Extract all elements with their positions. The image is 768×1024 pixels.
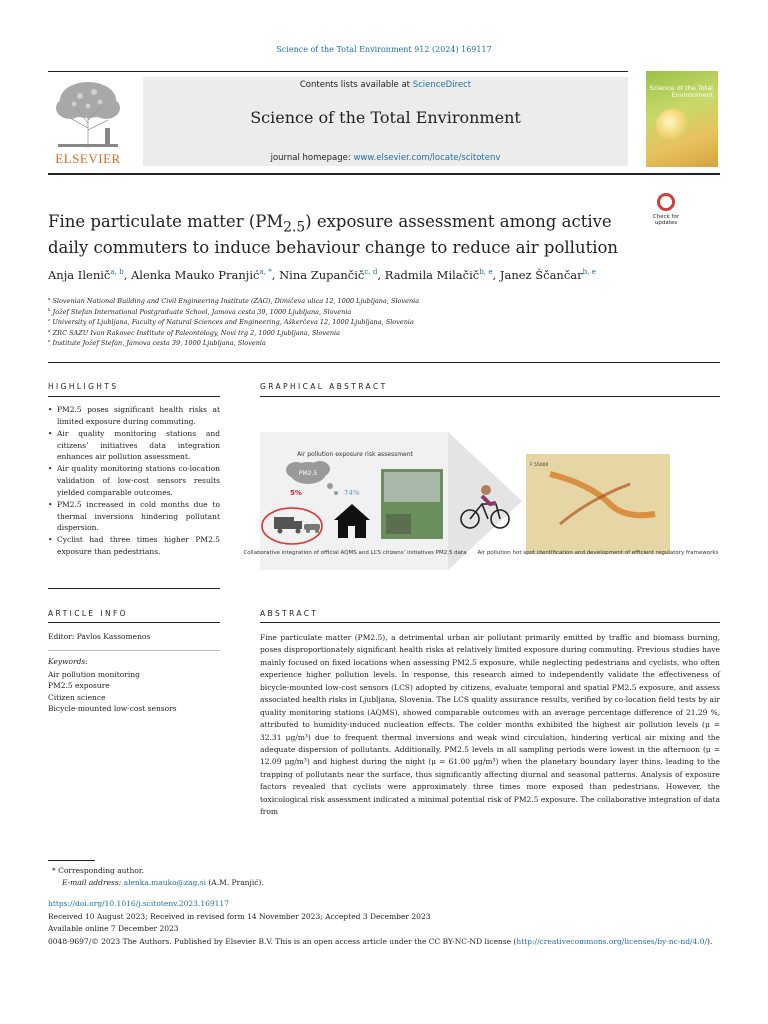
highlights-list <box>48 404 220 558</box>
ga-panel-title: Air pollution exposure risk assessment <box>297 451 413 458</box>
ga-photo-sky <box>384 472 440 502</box>
keyword[interactable]: PM2.5 exposure <box>48 681 110 691</box>
author[interactable]: Alenka Mauko Pranjić <box>131 267 260 282</box>
bullet-icon: • <box>48 405 53 414</box>
ga-map <box>526 454 670 554</box>
author-list: Anja Ilenič$^{a, b}$, Alenka Mauko Pranjić$^{a, *}$, Nina Zupančič$^{c, d}$, Radmila Milačič$^{b, e}$, Janez Ščančar$^{b, e}$ <box>48 267 596 282</box>
affiliation <box>48 328 720 339</box>
homepage-prefix: journal homepage: <box>270 153 354 163</box>
highlight-text: PM2.5 increased in cold months due to thermal inversions hindering pollutant dispersion. <box>57 499 220 533</box>
contents-prefix: Contents lists available at <box>299 80 413 90</box>
section-divider <box>48 362 720 363</box>
ga-caption-right: Air pollution hot spot identification and development of efficient regulatory frameworks <box>477 550 719 556</box>
homepage-line <box>143 153 628 163</box>
graphical-abstract-heading: GRAPHICAL ABSTRACT <box>260 382 388 391</box>
journal-reference-link[interactable]: Science of the Total Environment 912 (2024) 169117 <box>276 45 492 54</box>
affiliation-text: University of Ljubljana, Faculty of Natural Sciences and Engineering, Aškerčeva 12, 1000 Ljubljana, Slovenia <box>52 318 414 327</box>
affiliation <box>48 307 720 318</box>
license-end: ). <box>707 937 713 946</box>
article-info-heading: ARTICLE INFO <box>48 609 128 618</box>
cover-title: Science of the Total Environment <box>649 84 713 99</box>
author[interactable]: Janez Ščančar <box>499 267 583 282</box>
corresponding-author-note <box>52 866 144 875</box>
bullet-icon: • <box>48 428 53 438</box>
highlight-item <box>48 428 220 464</box>
article-info-sub-rule <box>48 650 220 651</box>
title-part2: ) exposure assessment among active daily commuters to induce behaviour change to reduce air pollution <box>48 212 619 258</box>
bullet-icon: • <box>48 535 53 545</box>
abstract-text: Fine particulate matter (PM2.5), a detrimental urban air pollutant primarily emitted by traffic and biomass burning, poses disproportionately significant health risks at relatively limited exposure during commuting. Previous studies have mainly focused on fixed locations when assessing PM2.5 exposure, while neglecting pedestrians and cyclists, who often experience higher pollution levels. In response, this research aimed to independently validate the effectiveness of bicycle-mounted low-cost sensors (LCS) adopted by citizens, evaluate temporal and spatial PM2.5 exposure, and assess associated health risks in Ljubljana, Slovenia. The LCS quality assurance results, verified by co-location field tests by air quality monitoring stations (AQMS), showed comparable outcomes with an average percentage difference of 21.29 %, attributed to humidity-induced nucleation effects. The colder months exhibited the highest air pollution levels (μ = 32.31 μg/m³) due to frequent thermal inversions and weak wind circulation, hindering vertical air mixing and the adequate dispersion of pollutants. Additionally, PM2.5 levels in all sampling periods were lowest in the afternoon (μ = 12.09 μg/m³) and highest during the night (μ = 61.00 μg/m³) when the planetary boundary layer thins, leading to the trapping of pollutants near the surface, thus significantly affecting diurnal and seasonal patterns. Analysis of exposure factors revealed that cyclists were approximately three times more exposed than pedestrians. However, the toxicological risk assessment indicated a minimal potential risk of PM2.5 exposure. The collaborative integration of data from <box>260 633 720 817</box>
author-affiliation-marker[interactable]: b, e <box>582 267 596 276</box>
author-affiliation-marker[interactable]: b, e <box>479 267 493 276</box>
crossmark-label: Check for updates <box>652 214 680 227</box>
received-dates: Received 10 August 2023; Received in revised form 14 November 2023; Accepted 3 December 2023 <box>48 912 431 921</box>
author[interactable]: Nina Zupančič <box>279 267 365 282</box>
ga-photo-ground <box>386 514 411 534</box>
highlight-item <box>48 463 220 499</box>
corresponding-text: Corresponding author. <box>58 866 145 875</box>
highlight-text: Cyclist had three times higher PM2.5 exposure than pedestrians. <box>57 535 220 557</box>
affiliation-text: Institute Jožef Stefan, Jamova cesta 39, 1000 Ljubljana, Slovenia <box>52 339 266 348</box>
graphical-abstract-rule <box>260 396 720 397</box>
author-affiliation-marker[interactable]: a, b <box>110 267 124 276</box>
license-statement <box>48 936 720 948</box>
highlight-text: Air quality monitoring stations and citizens’ initiatives data integration enhances air pollution assessment. <box>57 428 220 462</box>
title-part1: Fine particulate matter (PM <box>48 212 284 231</box>
sciencedirect-link[interactable]: ScienceDirect <box>412 80 472 90</box>
highlight-text: Air quality monitoring stations co-location validation of low-cost sensors results yielded comparable outcomes. <box>57 464 220 497</box>
license-link[interactable]: http://creativecommons.org/licenses/by-nc-nd/4.0/ <box>516 937 708 946</box>
article-title <box>48 211 628 260</box>
highlights-heading: HIGHLIGHTS <box>48 382 119 391</box>
highlight-item <box>48 499 220 535</box>
title-subscript: 2.5 <box>283 219 306 236</box>
affiliation-key: e <box>48 338 51 344</box>
author-affiliation-marker[interactable]: c, d <box>364 267 378 276</box>
cover-graphic <box>656 109 690 141</box>
highlight-text: PM2.5 poses significant health risks at limited exposure during commuting. <box>57 405 220 426</box>
affiliation-key: b <box>48 306 51 312</box>
ga-cloud-label: PM2.5 <box>298 470 318 477</box>
affiliation-text: Jožef Stefan International Postgraduate School, Jamova cesta 39, 1000 Ljubljana, Slovenia <box>52 307 352 316</box>
article-info-rule <box>48 622 220 623</box>
highlights-bottom-rule <box>48 588 220 589</box>
elsevier-logo-text: ELSEVIER <box>55 151 121 166</box>
email-line <box>62 878 264 887</box>
keyword[interactable]: Citizen science <box>48 692 106 702</box>
ga-caption-left: Collaborative integration of official AQMS and LCS citizens’ initiatives PM2.5 data <box>243 550 467 556</box>
bullet-icon: • <box>48 464 53 474</box>
author[interactable]: Anja Ilenič <box>48 267 111 282</box>
asterisk-icon: * <box>52 866 59 875</box>
ga-pct-left: 5% <box>290 489 302 497</box>
bullet-icon: • <box>48 499 53 509</box>
affiliation <box>48 317 720 328</box>
affiliation-key: d <box>48 327 51 333</box>
abstract-rule <box>260 622 720 623</box>
license-text: 0048-9697/© 2023 The Authors. Published by Elsevier B.V. This is an open access article under the CC BY-NC-ND license ( <box>48 937 517 946</box>
affiliation <box>48 296 720 307</box>
header-top-rule <box>48 71 628 72</box>
email-label: E-mail address: <box>62 878 124 887</box>
keyword[interactable]: Bicycle-mounted low-cost sensors <box>48 703 177 713</box>
journal-cover-image[interactable] <box>646 71 718 167</box>
author-affiliation-marker[interactable]: a, * <box>259 267 272 276</box>
highlights-rule <box>48 396 220 397</box>
graphical-abstract-image[interactable] <box>243 404 719 570</box>
journal-homepage-link[interactable]: www.elsevier.com/locate/scitotenv <box>353 153 501 163</box>
author[interactable]: Radmila Milačič <box>384 267 480 282</box>
affiliation-text: ZRC SAZU Ivan Rakovec Institute of Paleontology, Novi trg 2, 1000 Ljubljana, Slovenia <box>52 328 340 337</box>
keywords-list <box>48 669 228 714</box>
highlight-item <box>48 404 220 428</box>
editor-line: Editor: Pavlos Kassomenos <box>48 632 151 641</box>
available-online-date: Available online 7 December 2023 <box>48 924 179 933</box>
crossmark-icon <box>657 193 675 211</box>
ga-pct-right: 74% <box>344 489 360 497</box>
doi-link[interactable]: https://doi.org/10.1016/j.scitotenv.2023.169117 <box>48 899 229 908</box>
check-for-updates-button[interactable] <box>648 193 684 231</box>
keyword[interactable]: Air pollution monitoring <box>48 670 140 679</box>
ga-cyclist-head <box>481 485 491 495</box>
footnote-rule <box>48 860 95 861</box>
contents-line <box>143 80 628 90</box>
affiliation-key: a <box>48 296 51 301</box>
email-link[interactable]: alenka.mauko@zag.si <box>123 878 206 887</box>
highlight-item <box>48 534 220 558</box>
journal-title: Science of the Total Environment <box>250 108 521 127</box>
affiliation-key: c <box>48 317 51 323</box>
keywords-label: Keywords: <box>48 657 88 666</box>
affiliation-list <box>48 296 720 349</box>
affiliation-text: Slovenian National Building and Civil Engineering Institute (ZAG), Dimičeva ulica 12, 1000 Ljubljana, Slovenia <box>52 297 420 306</box>
abstract-heading: ABSTRACT <box>260 609 319 618</box>
affiliation <box>48 338 720 349</box>
ga-map-label: F 55000 <box>530 463 549 468</box>
header-bottom-rule <box>48 173 720 175</box>
email-name: (A.M. Pranjić). <box>206 878 264 887</box>
